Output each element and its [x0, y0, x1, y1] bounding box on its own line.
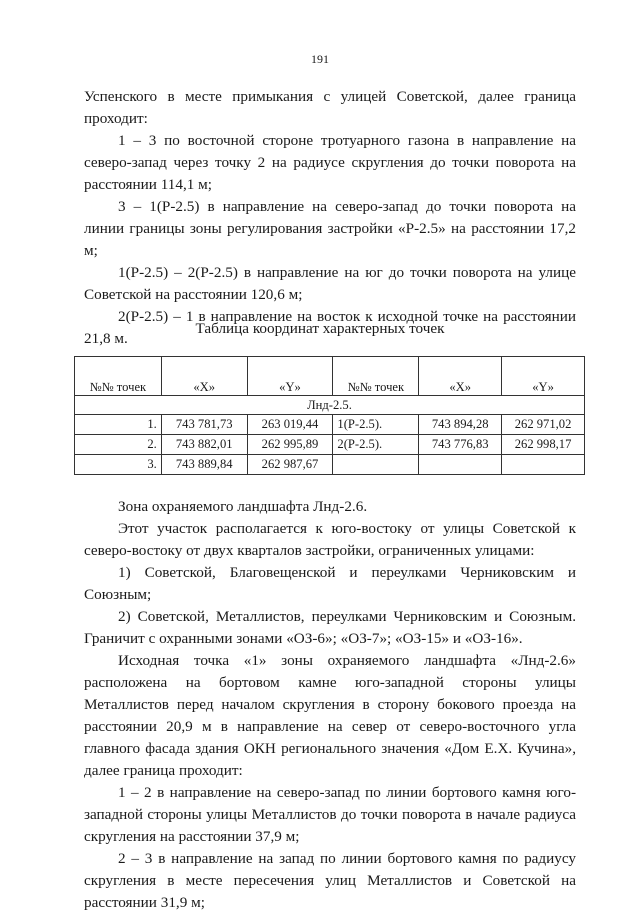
intro-section — [84, 86, 576, 350]
paragraph: 1 – 2 в направление на северо-запад по линии бортового камня юго-западной стороны улицы Металлистов до точки поворота в начале радиуса скругления на расстоянии 37,9 м; — [84, 784, 576, 845]
paragraph: 2(Р-2.5) – 1 в направление на восток к исходной точке на расстоянии 21,8 м. — [84, 308, 576, 347]
table-cell: 2(Р-2.5). — [333, 435, 419, 455]
table-cell: 2. — [75, 435, 162, 455]
column-header: «X» — [161, 357, 247, 396]
table-cell: 262 987,67 — [247, 455, 333, 475]
paragraph: 1(Р-2.5) – 2(Р-2.5) в направление на юг до точки поворота на улице Советской на расстоянии 120,6 м; — [84, 264, 576, 303]
paragraph: 3 – 1(Р-2.5) в направление на северо-запад до точки поворота на линии границы зоны регулирования застройки «Р-2.5» на расстоянии 17,2 м; — [84, 198, 576, 259]
table-group-row — [75, 396, 585, 415]
table-cell — [333, 455, 419, 475]
section-title: Зона охраняемого ландшафта Лнд-2.6. — [118, 498, 368, 515]
table-cell: 263 019,44 — [247, 415, 333, 435]
table-header-row — [75, 357, 585, 396]
table-cell: 262 995,89 — [247, 435, 333, 455]
table-cell: 743 781,73 — [161, 415, 247, 435]
table-cell: 1(Р-2.5). — [333, 415, 419, 435]
table-cell — [502, 455, 585, 475]
table-caption: Таблица координат характерных точек — [195, 320, 445, 337]
table-cell: 743 894,28 — [419, 415, 502, 435]
paragraph: 1 – 3 по восточной стороне тротуарного газона в направление на северо-запад через точку 2 на радиусе скругления до точки поворота на расстоянии 114,1 м; — [84, 132, 576, 193]
paragraph: Этот участок располагается к юго-востоку от улицы Советской к северо-востоку от двух кварталов застройки, ограниченных улицами: — [84, 520, 576, 559]
table-cell: 3. — [75, 455, 162, 475]
column-header: №№ точек — [75, 357, 162, 396]
table-cell: 262 971,02 — [502, 415, 585, 435]
table-row — [75, 455, 585, 475]
paragraph: 1) Советской, Благовещенской и переулками Черниковским и Союзным; — [84, 564, 576, 603]
intro-line: Успенского в месте примыкания с улицей Советской, далее граница проходит: — [84, 88, 576, 127]
coordinates-table — [74, 356, 585, 475]
paragraph: Исходная точка «1» зоны охраняемого ландшафта «Лнд-2.6» расположена на бортовом камне юго-западной стороны улицы Металлистов перед началом скругления в сторону бокового проезда на расстоянии 20,9 м в направление на север от северо-восточного угла главного фасада здания ОКН регионального значения «Дом Е.Х. Кучина», далее граница проходит: — [84, 652, 576, 779]
table-cell: 743 882,01 — [161, 435, 247, 455]
table-row — [75, 415, 585, 435]
column-header: «Y» — [247, 357, 333, 396]
group-label: Лнд-2.5. — [75, 396, 585, 415]
zone-section — [84, 496, 576, 914]
table-row — [75, 435, 585, 455]
column-header: «Y» — [502, 357, 585, 396]
table-cell — [419, 455, 502, 475]
table-cell: 743 776,83 — [419, 435, 502, 455]
page-number: 191 — [311, 52, 329, 66]
column-header: №№ точек — [333, 357, 419, 396]
table-cell: 1. — [75, 415, 162, 435]
column-header: «X» — [419, 357, 502, 396]
paragraph: 2) Советской, Металлистов, переулками Черниковским и Союзным. Граничит с охранными зонами «ОЗ-6»; «ОЗ-7»; «ОЗ-15» и «ОЗ-16». — [84, 608, 576, 647]
table-cell: 743 889,84 — [161, 455, 247, 475]
table-cell: 262 998,17 — [502, 435, 585, 455]
paragraph: 2 – 3 в направление на запад по линии бортового камня по радиусу скругления в месте пересечения улиц Металлистов и Советской на расстоянии 31,9 м; — [84, 850, 576, 911]
